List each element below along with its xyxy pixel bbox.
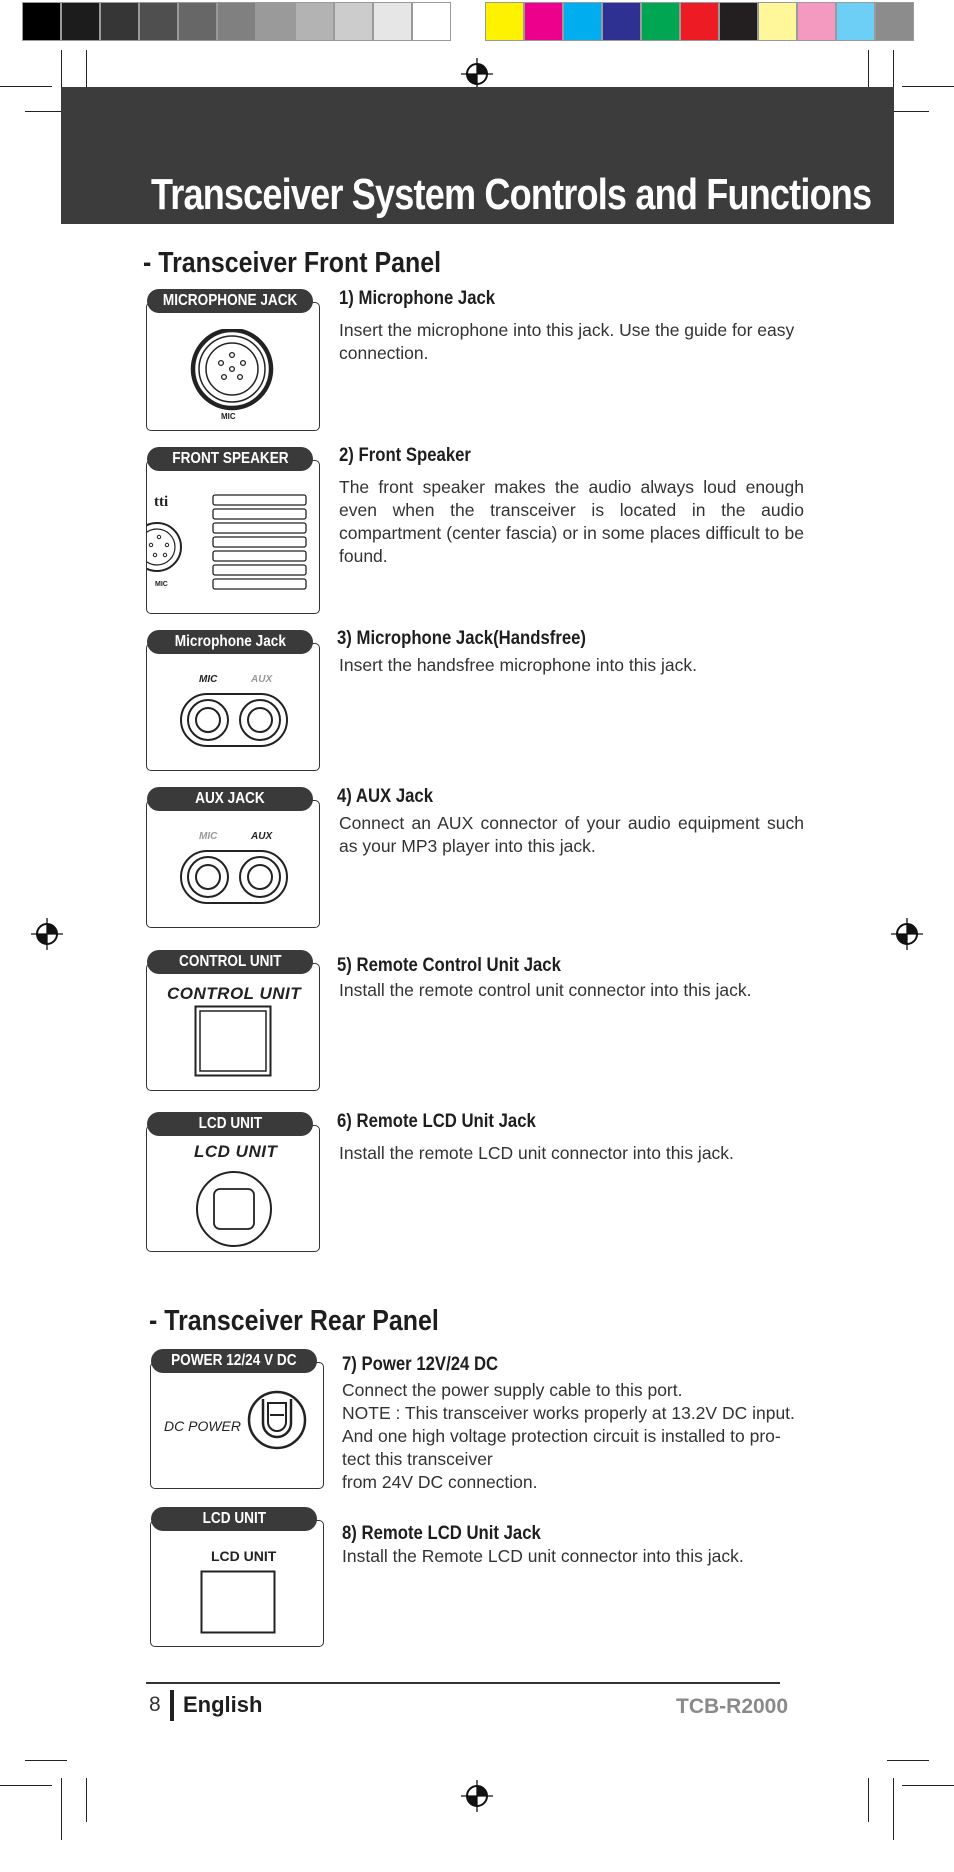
footer-rule <box>146 1682 780 1684</box>
panel-label: LCD UNIT <box>147 1112 313 1136</box>
item-title: 4) AUX Jack <box>337 786 434 807</box>
mic-sub-label: MIC <box>221 412 236 421</box>
panel-inner-label: LCD UNIT <box>194 1142 278 1161</box>
front-panel-section-title: - Transceiver Front Panel <box>143 247 442 279</box>
grayscale-swatch <box>334 2 373 41</box>
description-line: And one high voltage protection circuit is installed to pro- <box>342 1426 781 1446</box>
microphone-connector-icon <box>190 329 274 413</box>
panel-inner-label: DC POWER <box>164 1418 241 1434</box>
item-description: Install the remote LCD unit connector into this jack. <box>339 1143 734 1163</box>
process-color-swatch <box>797 2 836 41</box>
brand-logo: tti <box>154 494 169 510</box>
aux-jack-panel <box>146 790 320 928</box>
panel-label: AUX JACK <box>147 787 313 811</box>
process-color-swatch <box>641 2 680 41</box>
header-band <box>61 87 894 224</box>
round-port-icon <box>195 1170 273 1248</box>
page-title: Transceiver System Controls and Functions <box>151 170 872 219</box>
registration-mark-icon <box>460 57 494 91</box>
grayscale-swatch <box>61 2 100 41</box>
handsfree-mic-jack-panel <box>146 633 320 771</box>
panel-inner-label: CONTROL UNIT <box>167 984 302 1003</box>
grayscale-swatch <box>178 2 217 41</box>
microphone-jack-panel <box>146 292 320 431</box>
item-description: Insert the microphone into this jack. Use the guide for easy connection. <box>339 320 795 363</box>
process-color-swatch <box>524 2 563 41</box>
process-color-swatch <box>875 2 914 41</box>
jack-right-label: AUX <box>251 831 273 842</box>
grayscale-swatch <box>139 2 178 41</box>
process-color-swatch <box>719 2 758 41</box>
item-title: 2) Front Speaker <box>339 445 471 466</box>
square-port-icon <box>200 1570 276 1634</box>
item-title: 8) Remote LCD Unit Jack <box>342 1523 541 1544</box>
rear-lcd-unit-panel <box>150 1510 324 1647</box>
front-speaker-panel <box>146 450 320 614</box>
panel-label: Microphone Jack <box>147 630 313 654</box>
item-title: 5) Remote Control Unit Jack <box>337 955 561 976</box>
process-color-swatch <box>680 2 719 41</box>
description-line: Connect the power supply cable to this port. <box>342 1380 683 1400</box>
item-description: Connect an AUX connector of your audio equipment such as your MP3 player into this jack. <box>339 813 804 856</box>
lcd-unit-panel <box>146 1115 320 1252</box>
panel-label: POWER 12/24 V DC <box>151 1349 317 1373</box>
item-description: Install the remote control unit connector into this jack. <box>339 980 752 1000</box>
panel-inner-label: LCD UNIT <box>211 1548 277 1564</box>
grayscale-swatch <box>256 2 295 41</box>
registration-mark-icon <box>460 1779 494 1813</box>
item-description <box>342 1379 807 1494</box>
registration-mark-icon <box>890 917 924 951</box>
jack-left-label: MIC <box>199 674 218 685</box>
registration-mark-icon <box>30 917 64 951</box>
rear-panel-section-title: - Transceiver Rear Panel <box>149 1305 439 1337</box>
control-unit-panel <box>146 953 320 1091</box>
dual-jack-icon <box>179 692 289 748</box>
item-title: 7) Power 12V/24 DC <box>342 1354 499 1375</box>
footer-model: TCB-R2000 <box>676 1695 789 1718</box>
grayscale-swatch <box>373 2 412 41</box>
footer-divider <box>170 1690 174 1721</box>
process-color-swatch <box>485 2 524 41</box>
item-title: 3) Microphone Jack(Handsfree) <box>337 628 587 649</box>
item-description: The front speaker makes the audio always loud enough even when the transceiver is located in the audio compartment (center fascia) or in some places difficult to be found. <box>339 477 804 566</box>
grayscale-swatch <box>217 2 256 41</box>
footer-language: English <box>183 1692 263 1717</box>
item-title: 1) Microphone Jack <box>339 288 496 309</box>
description-line: tect this transceiver <box>342 1449 493 1469</box>
mic-sub-label: MIC <box>155 581 168 588</box>
square-port-icon <box>194 1005 272 1077</box>
dc-power-port-icon <box>246 1389 308 1451</box>
speaker-grille-icon <box>212 494 308 598</box>
item-description: Install the Remote LCD unit connector into this jack. <box>342 1546 744 1566</box>
power-port-panel <box>150 1352 324 1489</box>
process-color-swatch <box>602 2 641 41</box>
grayscale-swatch <box>22 2 61 41</box>
panel-label: CONTROL UNIT <box>147 950 313 974</box>
jack-left-label: MIC <box>199 831 218 842</box>
jack-right-label: AUX <box>251 674 273 685</box>
panel-label: FRONT SPEAKER <box>147 447 313 471</box>
description-line: NOTE : This transceiver works properly at 13.2V DC input. <box>342 1403 795 1423</box>
page-number: 8 <box>149 1693 161 1716</box>
grayscale-swatch <box>412 2 451 41</box>
grayscale-swatch <box>100 2 139 41</box>
description-line: from 24V DC connection. <box>342 1472 538 1492</box>
panel-label: LCD UNIT <box>151 1507 317 1531</box>
dual-jack-icon <box>179 849 289 905</box>
mic-connector-partial-icon <box>147 517 191 581</box>
item-description: Insert the handsfree microphone into this jack. <box>339 655 697 675</box>
process-color-swatch <box>563 2 602 41</box>
process-color-swatch <box>758 2 797 41</box>
panel-label: MICROPHONE JACK <box>147 289 313 313</box>
item-title: 6) Remote LCD Unit Jack <box>337 1111 536 1132</box>
grayscale-swatch <box>295 2 334 41</box>
process-color-swatch <box>836 2 875 41</box>
